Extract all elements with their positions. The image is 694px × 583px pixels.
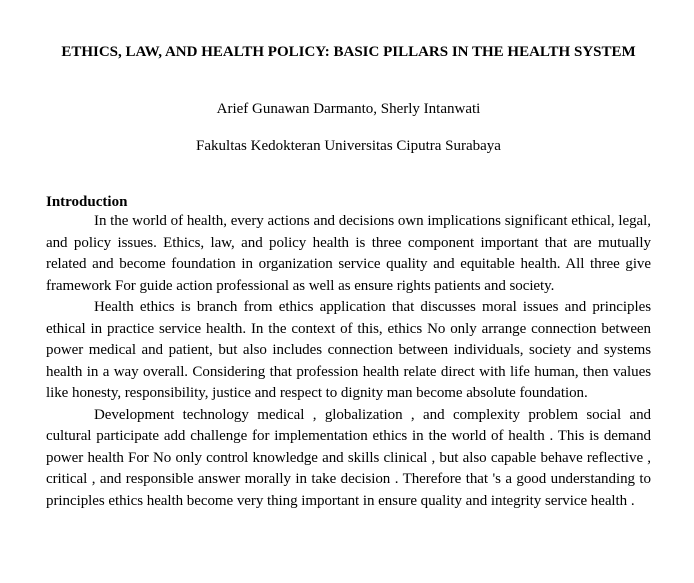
section-heading: Introduction — [46, 194, 128, 210]
paragraph: Development technology medical , globalization , and complexity problem social and cultural participate add challenge for implementation ethics in the world of health . This is demand power health For No only control knowledge and skills clinical , but also capable behave reflective , critical , and responsible answer morally in take decision . Therefore that 's a good understanding to principles ethics health become very thing important in ensure quality and integrity service health . — [46, 406, 651, 509]
paper-affiliation: Fakultas Kedokteran Universitas Ciputra Surabaya — [196, 138, 501, 154]
introduction-section — [46, 193, 651, 512]
paragraph: Health ethics is branch from ethics application that discusses moral issues and principles ethical in practice service health. In the context of this, ethics No only arrange connection between power medical and patient, but also includes connection between individuals, society and systems health in a way overall. Considering that profession health relate direct with life human, then values like honesty, responsibility, justice and respect to dignity man become absolute foundation. — [46, 299, 651, 401]
paper-title: ETHICS, LAW, AND HEALTH POLICY: BASIC PILLARS IN THE HEALTH SYSTEM — [61, 44, 636, 60]
paper-authors: Arief Gunawan Darmanto, Sherly Intanwati — [216, 101, 481, 117]
paragraph: In the world of health, every actions and decisions own implications significant ethical, legal, and policy issues. Ethics, law, and policy health is three component important that are mutually related and become foundation in organization service quality and equitable health. All three give framework For guide action professional as well as ensure rights patients and society. — [46, 213, 651, 294]
